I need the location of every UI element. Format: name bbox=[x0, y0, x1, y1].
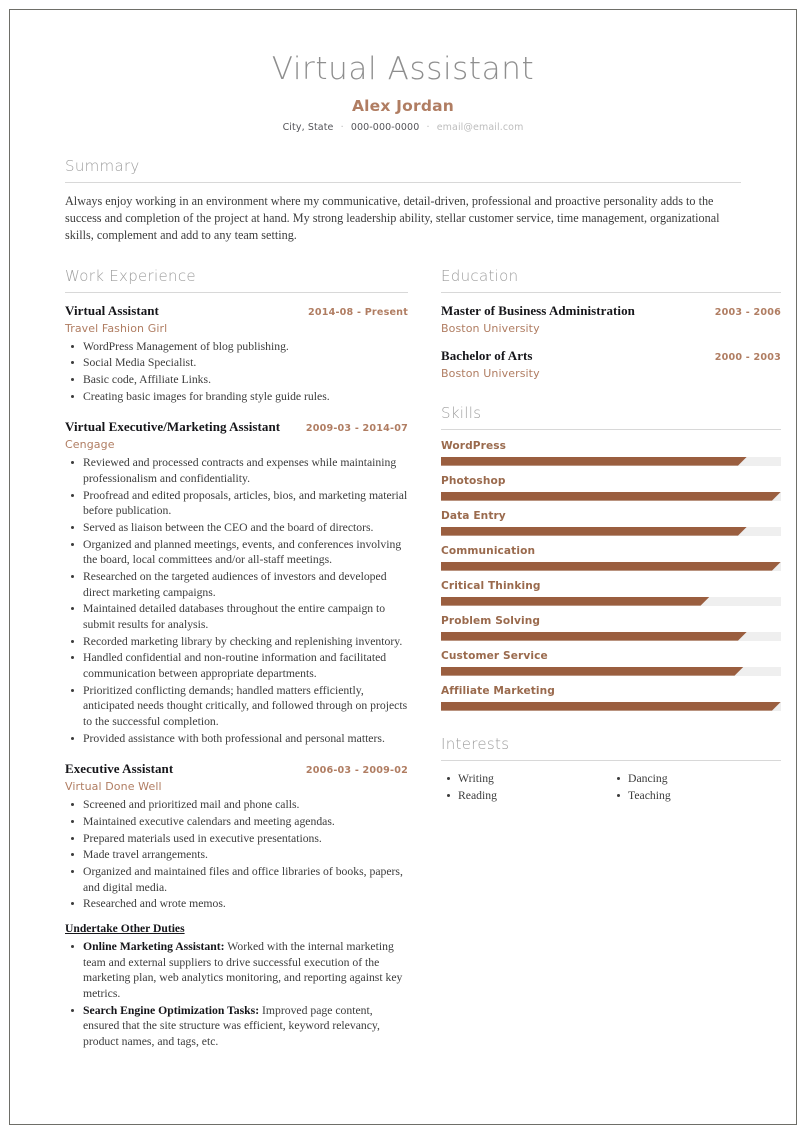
interests-grid bbox=[441, 771, 781, 805]
skill-bar-track bbox=[441, 702, 781, 711]
interest-item: Dancing bbox=[628, 771, 781, 788]
summary-heading: Summary bbox=[65, 156, 140, 175]
interest-item: Teaching bbox=[628, 788, 781, 805]
bullet-item: Proofread and edited proposals, articles, bios, and marketing material before publication. bbox=[83, 488, 408, 518]
education-date: 2003 - 2006 bbox=[714, 306, 781, 318]
bullet-item: Screened and prioritized mail and phone calls. bbox=[82, 797, 408, 813]
bullet-item: Organized and maintained files and office libraries of books, papers, and digital media. bbox=[82, 864, 408, 895]
skill-label: Affiliate Marketing bbox=[441, 684, 555, 697]
skill-bar-fill bbox=[441, 562, 781, 571]
skill-item bbox=[441, 650, 781, 676]
work-entry-header bbox=[65, 303, 408, 319]
education-entry bbox=[441, 303, 781, 335]
skill-bar-fill bbox=[441, 457, 747, 466]
work-entry-bullets bbox=[65, 797, 408, 912]
skill-label: Data Entry bbox=[441, 509, 506, 522]
bullet-item: Organized and planned meetings, events, and conferences involving the board, local committees and/or all-staff meetings. bbox=[82, 537, 408, 568]
skill-item bbox=[441, 545, 781, 571]
work-subsection-bullets bbox=[65, 939, 408, 1050]
bullet-item: Handled confidential and non-routine information and facilitated communication between appropriate departments. bbox=[82, 650, 408, 681]
contact-email[interactable]: email@email.com bbox=[436, 121, 524, 133]
skill-item bbox=[441, 615, 781, 641]
bullet-item: Made travel arrangements. bbox=[82, 847, 408, 863]
skill-label: Customer Service bbox=[441, 649, 548, 662]
interests-heading: Interests bbox=[441, 734, 510, 753]
right-column bbox=[441, 267, 781, 805]
work-entry-header bbox=[65, 761, 408, 777]
skill-bar-track bbox=[441, 457, 781, 466]
summary-section bbox=[65, 157, 741, 245]
bullet-item: Basic code, Affiliate Links. bbox=[82, 372, 408, 388]
bullet-item: Maintained executive calendars and meeting agendas. bbox=[82, 814, 408, 830]
contact-line bbox=[65, 122, 741, 133]
education-date: 2000 - 2003 bbox=[714, 351, 781, 363]
contact-separator-2: · bbox=[426, 121, 430, 133]
bullet-item: Social Media Specialist. bbox=[82, 355, 408, 371]
education-heading: Education bbox=[441, 266, 519, 285]
work-experience-section bbox=[65, 267, 408, 1050]
work-entry-date: 2006-03 - 2009-02 bbox=[305, 765, 408, 777]
education-entry-header bbox=[441, 348, 781, 364]
skill-bar-fill bbox=[441, 702, 781, 711]
skills-divider bbox=[441, 429, 781, 430]
work-experience-list bbox=[65, 303, 408, 1050]
bullet-item: Prioritized conflicting demands; handled matters efficiently, anticipated needs thought critically, and followed through on projects to the successful completion. bbox=[83, 683, 408, 729]
contact-location: City, State bbox=[282, 121, 334, 133]
skill-item bbox=[441, 580, 781, 606]
work-entry-header bbox=[65, 419, 408, 435]
work-entry bbox=[65, 761, 408, 1049]
skill-bar-track bbox=[441, 562, 781, 571]
skill-item bbox=[441, 510, 781, 536]
work-entry-company: Virtual Done Well bbox=[65, 780, 162, 794]
education-entry bbox=[441, 348, 781, 380]
work-subsection-title: Undertake Other Duties bbox=[65, 922, 185, 936]
bullet-item: Reviewed and processed contracts and expenses while maintaining professionalism and confidentiality. bbox=[82, 455, 408, 486]
summary-text: Always enjoy working in an environment where my communicative, detail-driven, professional and proactive personality adds to the success and completion of the project at hand. My strong leadership ability, stellar customer service, time management, organizational skills, complement and add to any team setting. bbox=[65, 193, 720, 243]
bullet-lead-label: Search Engine Optimization Tasks: bbox=[83, 1003, 260, 1017]
work-entry bbox=[65, 419, 408, 746]
left-column bbox=[65, 267, 408, 1051]
skill-label: Problem Solving bbox=[441, 614, 541, 627]
skill-bar-fill bbox=[441, 597, 710, 606]
work-entry-date: 2009-03 - 2014-07 bbox=[305, 423, 408, 435]
skill-label: WordPress bbox=[441, 439, 507, 452]
skill-bar-track bbox=[441, 527, 781, 536]
skill-bar-track bbox=[441, 492, 781, 501]
work-experience-heading: Work Experience bbox=[65, 266, 196, 285]
interests-column-right bbox=[611, 771, 781, 805]
interest-item: Writing bbox=[458, 771, 611, 788]
candidate-name: Alex Jordan bbox=[351, 96, 455, 115]
skill-label: Communication bbox=[441, 544, 536, 557]
bullet-item: WordPress Management of blog publishing. bbox=[82, 339, 408, 355]
bullet-item: Recorded marketing library by checking and replenishing inventory. bbox=[82, 634, 408, 650]
work-entry-bullets bbox=[65, 455, 408, 746]
skill-item bbox=[441, 440, 781, 466]
bullet-item: Researched and wrote memos. bbox=[82, 896, 408, 912]
skill-bar-fill bbox=[441, 527, 747, 536]
bullet-item: Maintained detailed databases throughout the entire campaign to submit results for analysis. bbox=[82, 601, 408, 632]
skill-bar-fill bbox=[441, 632, 747, 641]
education-degree: Master of Business Administration bbox=[441, 302, 635, 318]
skill-bar-fill bbox=[441, 492, 781, 501]
work-experience-divider bbox=[65, 292, 408, 293]
work-entry-title: Virtual Executive/Marketing Assistant bbox=[65, 419, 281, 435]
education-entry-header bbox=[441, 303, 781, 319]
skill-item bbox=[441, 685, 781, 711]
resume-content bbox=[10, 10, 796, 1124]
education-degree: Bachelor of Arts bbox=[441, 347, 533, 363]
bullet-item: Prepared materials used in executive presentations. bbox=[82, 831, 408, 847]
skill-bar-track bbox=[441, 597, 781, 606]
skill-bar-fill bbox=[441, 667, 744, 676]
skill-item bbox=[441, 475, 781, 501]
skills-heading: Skills bbox=[441, 403, 482, 422]
work-entry-date: 2014-08 - Present bbox=[308, 306, 408, 318]
bullet-item: Provided assistance with both professional and personal matters. bbox=[82, 731, 408, 747]
skill-bar-track bbox=[441, 632, 781, 641]
work-entry-title: Virtual Assistant bbox=[65, 302, 159, 318]
skill-label: Critical Thinking bbox=[441, 579, 541, 592]
resume-header bbox=[65, 38, 741, 133]
bullet-item: Researched on the targeted audiences of investors and developed direct marketing campaigns. bbox=[82, 569, 408, 600]
bullet-item: Search Engine Optimization Tasks: Improved page content, ensured that the site structure was efficient, keyword relevancy, product names, and tags, etc. bbox=[82, 1003, 408, 1050]
headline-title: Virtual Assistant bbox=[271, 51, 535, 87]
contact-separator-1: · bbox=[340, 121, 344, 133]
resume-columns bbox=[65, 266, 781, 1051]
education-section bbox=[441, 267, 781, 380]
work-entry-company: Cengage bbox=[65, 438, 115, 452]
bullet-item: Creating basic images for branding style guide rules. bbox=[82, 389, 408, 405]
education-school: Boston University bbox=[441, 321, 540, 335]
skills-list bbox=[441, 440, 781, 711]
work-entry-bullets bbox=[65, 339, 408, 405]
summary-divider bbox=[65, 182, 741, 183]
interests-section bbox=[441, 735, 781, 805]
education-list bbox=[441, 303, 781, 380]
bullet-item: Online Marketing Assistant: Worked with the internal marketing team and external suppliers to drive successful execution of the marketing plan, web analytics monitoring, and reporting against key metrics. bbox=[82, 939, 408, 1002]
interests-divider bbox=[441, 760, 781, 761]
education-school: Boston University bbox=[441, 366, 540, 380]
bullet-lead-label: Online Marketing Assistant: bbox=[83, 940, 225, 954]
skill-bar-track bbox=[441, 667, 781, 676]
interests-column-left bbox=[441, 771, 611, 805]
contact-phone: 000-000-0000 bbox=[350, 121, 420, 133]
work-entry bbox=[65, 303, 408, 405]
skills-section bbox=[441, 404, 781, 711]
interest-item: Reading bbox=[458, 788, 611, 805]
education-divider bbox=[441, 292, 781, 293]
work-entry-title: Executive Assistant bbox=[65, 761, 174, 777]
work-entry-company: Travel Fashion Girl bbox=[65, 321, 168, 335]
bullet-item: Served as liaison between the CEO and the board of directors. bbox=[82, 520, 408, 536]
skill-label: Photoshop bbox=[441, 474, 506, 487]
